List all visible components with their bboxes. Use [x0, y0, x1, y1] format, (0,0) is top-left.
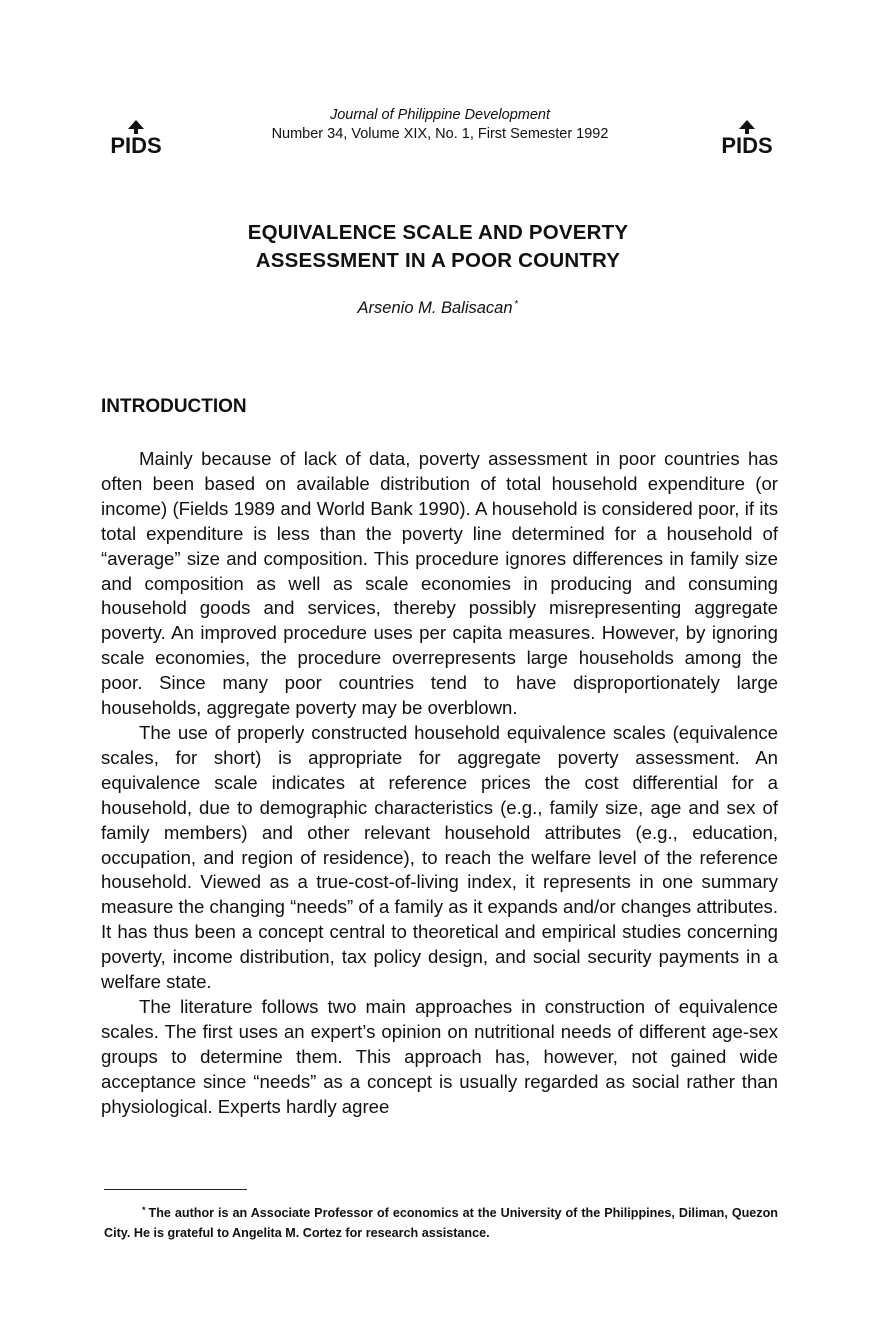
article-author	[250, 299, 626, 318]
footnote-text: The author is an Associate Professor of economics at the University of the Philippines, Diliman, Quezon City. He is grateful to Angelita M. Cortez for research assistance.	[104, 1206, 778, 1240]
journal-issue: Number 34, Volume XIX, No. 1, First Semester 1992	[271, 126, 609, 142]
logo-left-text: PIDS	[110, 133, 162, 158]
journal-header	[200, 106, 680, 144]
body-text	[101, 447, 778, 1119]
logo-right-text: PIDS	[721, 133, 773, 158]
footnote-divider	[104, 1189, 247, 1190]
paragraph: Mainly because of lack of data, poverty assessment in poor countries has often been based on available distribution of total household expenditure (or income) (Fields 1989 and World Bank 1990). A household is considered poor, if its total expenditure is less than the poverty line determined for a household of “average” size and composition. This procedure ignores differences in family size and composition as well as scale economies in producing and consuming household goods and services, thereby possibly misrepresenting aggregate poverty. An improved procedure uses per capita measures. However, by ignoring scale economies, the procedure overrepresents large households among the poor. Since many poor countries tend to have disproportionately large households, aggregate poverty may be overblown.	[101, 448, 778, 719]
pids-logo-right	[716, 118, 778, 158]
footnote-marker: *	[142, 1205, 146, 1215]
paragraph: The use of properly constructed household equivalence scales (equivalence scales, for short) is appropriate for aggregate poverty assessment. An equivalence scale indicates at reference prices the cost differential for a household, due to demographic characteristics (e.g., family size, age and sex of family members) and other relevant household attributes (e.g., education, occupation, and region of residence), to reach the welfare level of the reference household. Viewed as a true-cost-of-living index, it represents in one summary measure the changing “needs” of a family as it expands and/or changes attributes. It has thus been a concept central to theoretical and empirical studies concerning poverty, income distribution, tax policy design, and social security payments in a welfare state.	[101, 721, 779, 993]
pids-logo-left	[105, 118, 167, 158]
author-footnote-marker: *	[514, 299, 519, 310]
section-heading: INTRODUCTION	[101, 396, 247, 417]
title-line-2: ASSESSMENT IN A POOR COUNTRY	[255, 249, 621, 272]
journal-name: Journal of Philippine Development	[329, 107, 551, 123]
pids-logo-icon	[105, 118, 167, 158]
footnote	[104, 1200, 778, 1243]
author-name: Arsenio M. Balisacan	[357, 299, 513, 317]
title-line-1: EQUIVALENCE SCALE AND POVERTY	[247, 221, 629, 244]
article-title	[150, 219, 726, 275]
paragraph: The literature follows two main approaches in construction of equivalence scales. The first uses an expert’s opinion on nutritional needs of different age-sex groups to determine them. This approach has, however, not gained wide acceptance since “needs” as a concept is usually regarded as social rather than physiological. Experts hardly agree	[101, 995, 778, 1117]
pids-logo-icon	[716, 118, 778, 158]
